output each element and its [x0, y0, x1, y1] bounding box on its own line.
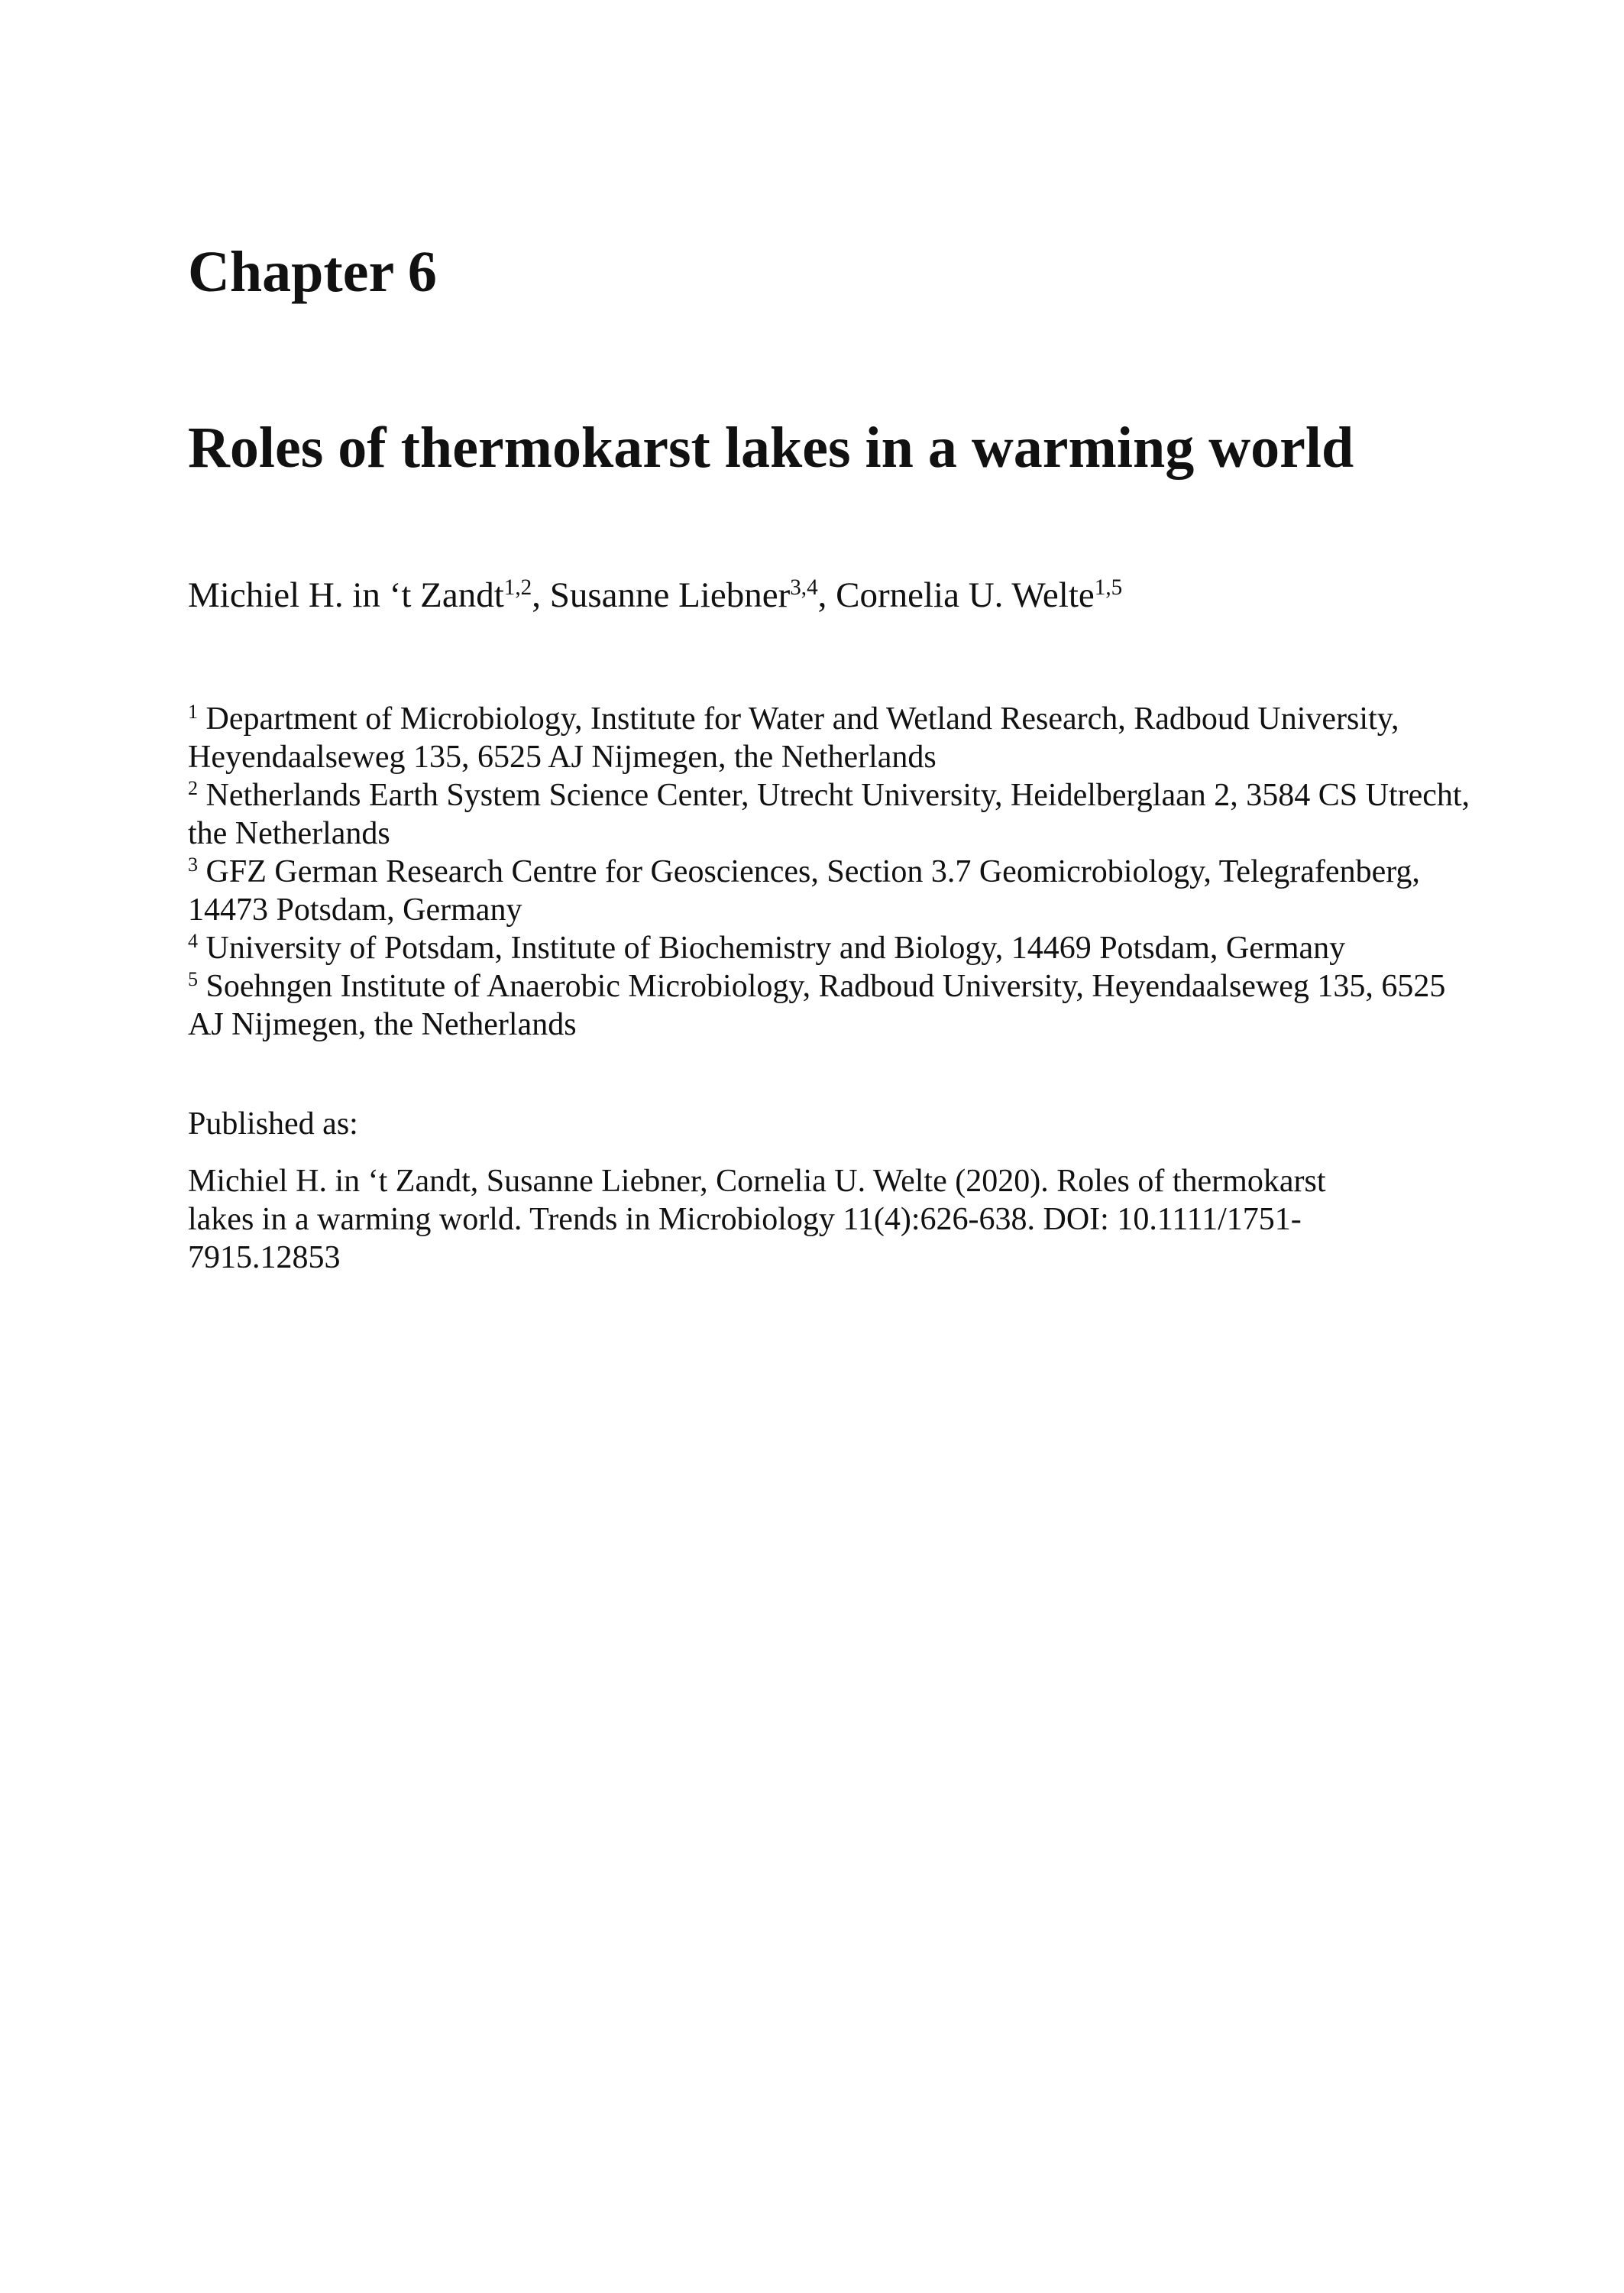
author-name: Michiel H. in ‘t Zandt	[188, 575, 504, 615]
author-affiliation-marker: 1,2	[503, 575, 532, 600]
affiliation-text: Soehngen Institute of Anaerobic Microbiology, Radboud University, Heyendaalseweg 135, 6525 AJ Nijmegen, the Netherlands	[188, 969, 1446, 1042]
chapter-title: Roles of thermokarst lakes in a warming world	[188, 416, 1354, 480]
author	[836, 575, 1122, 615]
affiliation-number: 2	[188, 776, 199, 799]
author	[550, 575, 836, 615]
affiliation-number: 3	[188, 853, 199, 876]
affiliation-text: Netherlands Earth System Science Center, Utrecht University, Heidelberglaan 2, 3584 CS Utrecht, the Netherlands	[188, 778, 1470, 851]
affiliation-number: 4	[188, 929, 199, 952]
author-affiliation-marker: 3,4	[790, 575, 818, 600]
author-affiliation-marker: 1,5	[1094, 575, 1123, 600]
published-label: Published as:	[188, 1106, 358, 1142]
affiliation-item	[188, 967, 1487, 1044]
author-name: Susanne Liebner	[549, 575, 791, 615]
affiliation-item	[188, 776, 1487, 853]
author-separator: ,	[817, 575, 836, 615]
affiliation-item	[188, 929, 1487, 967]
author-separator: ,	[532, 575, 550, 615]
affiliation-list	[188, 700, 1487, 1044]
affiliation-text: Department of Microbiology, Institute for Water and Wetland Research, Radboud University, Heyendaalseweg 135, 6525 AJ Nijmegen, the Netherlands	[188, 701, 1399, 775]
chapter-label: Chapter 6	[188, 240, 437, 304]
author-name: Cornelia U. Welte	[836, 575, 1095, 615]
affiliation-text: University of Potsdam, Institute of Biochemistry and Biology, 14469 Potsdam, Germany	[198, 931, 1346, 966]
affiliation-number: 1	[188, 700, 199, 723]
affiliation-text: GFZ German Research Centre for Geosciences, Section 3.7 Geomicrobiology, Telegrafenberg, 14473 Potsdam, Germany	[188, 854, 1420, 928]
citation: Michiel H. in ‘t Zandt, Susanne Liebner, Cornelia U. Welte (2020). Roles of thermokarst lakes in a warming world. Trends in Microbiology 11(4):626-638. DOI: 10.1111/1751-7915.12853	[188, 1164, 1326, 1275]
affiliation-number: 5	[188, 967, 199, 990]
affiliation-item	[188, 700, 1487, 776]
affiliation-item	[188, 853, 1487, 929]
author	[188, 575, 550, 615]
author-list	[188, 575, 1123, 615]
